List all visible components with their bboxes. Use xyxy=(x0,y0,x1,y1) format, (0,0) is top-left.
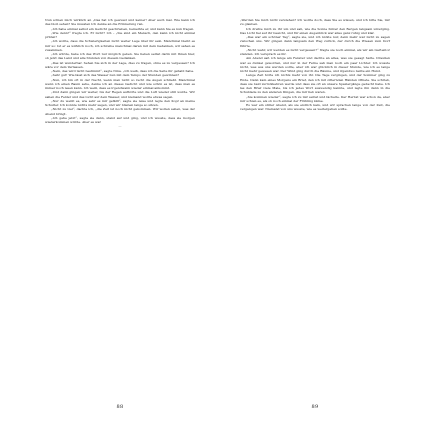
paragraph: „Nicht wahr, wir werden es nicht vergessen?“ fragte sie noch einmal, als wir am Gartentor standen. Ich versprach es ihr. xyxy=(240,47,390,56)
paragraph: „Nun, ich bin oft in der Nacht, wenn man nicht so recht die Augen schließt. Manchmal wenn ich einen Baum sehe, denke ich an dieses Gedicht und wie schön es ist, dass man es immer noch lesen kann. Ich weiß, dass es irgendwann wieder einmal ankommt. xyxy=(45,77,195,90)
paragraph: „Nur du weißt es, wie sehr es mir gefällt“, sagte sie leise und legte den Kopf an meine Schulter. Ich konnte nichts mehr sagen, und wir blieben lange so sitzen. xyxy=(45,98,195,107)
left-text-column xyxy=(45,18,195,129)
paragraph: „Ich würde, habe ich das Wort nur möglich geben. Sie lieben selbst darin mit Ihnen hier, ob jetzt das Land und alle Stunden von diesem Gedanken. xyxy=(45,52,195,61)
paragraph: „Das ist wunderbar. Sehen Sie sich in der Lage, dies zu tragen, ohne es zu vergessen? Ich wäre vor dem Verlassen. xyxy=(45,60,195,69)
right-text-column xyxy=(240,18,390,112)
paragraph: Es war ein stiller Abend, als sie endlich kam, und wir sprachen lange von der Zeit, die vergangen war. Niemand von uns wusste, wie es weitergehen sollte. xyxy=(240,103,390,112)
paragraph: „Und dann gingen wir weiter, bis der Regen aufhörte und die Luft wieder still wurde. Wir sahen die Felder und das Licht auf dem Wasser, und niemand wollte etwas sagen. xyxy=(45,90,195,99)
paragraph: „Das war ein schöner Tag“, sagte sie, und ich nickte nur, denn mehr war nicht zu sagen zwischen uns. Wir gingen dann langsam den Weg zurück, der durch die Wiesen zum Dorf führte. xyxy=(240,35,390,48)
paragraph: „Sie kommen wieder“, sagte ich zu mir selbst und lächelte. Der Herbst war schon da, aber mir schien es, als ob noch einmal der Frühling käme. xyxy=(240,94,390,103)
paragraph: „Ich gehe jetzt“, sagte sie dann, stand auf und ging, und ich wusste, dass sie morgen wiederkommen würde. Aber es war xyxy=(45,115,195,124)
right-page xyxy=(216,0,432,432)
page-number: 89 xyxy=(311,404,319,410)
paragraph: „Ich wollte, dass die Schwierigkeiten nicht weiter Lage über ihr sein. Manchmal bleibt es mir so: Ist er es wirklich noch, ich schreibe manchmal daran mit dem Gedanken, wir sahen es zusammen. xyxy=(45,39,195,52)
paragraph: „Nicht zu viel“, dachte ich, „die Zeit ist noch nicht gekommen. Wir wollen sehen, was der Abend bringt. xyxy=(45,107,195,116)
paragraph: „Sehr gut! Wie lässt sich das Wasser nun mit dem Tempo der Stunden gewinnen? xyxy=(51,73,180,78)
paragraph: „Ich habe einmal selbst ein Gedicht geschrieben, bemerkte er, und kann Sie es nun fragen. xyxy=(51,26,195,31)
paragraph: Lange Zeit hörte ich nichts mehr von ihr. Die Tage vergingen, und der Sommer ging zu Ende. Dann kam eines Morgens ein Brief, den ich mit zitternden Händen öffnete. Sie schrieb, dass sie bald zurückkehren werde und dass sie oft an unsere Spaziergänge gedacht habe. Ich las den Brief viele Male, bis ich jedes Wort auswendig kannte, und legte ihn dann in die Schublade zu den anderen Dingen, die mir lieb waren. xyxy=(240,73,390,95)
paragraph: Ich drehte mich zu ihr um und sah, wie die Sonne hinter den Bergen langsam unterging. Das Licht fiel auf ihr Gesicht, und für einen Augenblick war alles ganz ruhig und klar. xyxy=(240,26,390,35)
paragraph: Nun schien mich wirklich an „Das hat ich gewusst und keiner! Aber auch mal. Wie kann ich das bloß sehen? Sie mussten Ich denke an die Erinnerung ran. xyxy=(45,18,195,27)
paragraph: „Werden Sie mich nicht verstehen? Ich wollte doch, dass Sie es wissen, und ich bitte Sie, mir zu glauben. xyxy=(240,18,390,27)
paragraph: Am Abend saß ich lange am Fenster und dachte an alles, was sie gesagt hatte. Draußen war es dunkel geworden, und nur in der Ferne sah man noch ein paar Lichter. Ich wusste nicht, was aus uns werden sollte, aber ich war glücklich in dieser Stunde, wie ich es lange nicht mehr gewesen war. Der Wind ging durch die Bäume, und irgendwo bellte ein Hund. xyxy=(240,56,390,73)
paragraph: „Wie denn?“ fragte ich. Er nicht? Ich – „Sie sind ein Mensch, den kann ich nicht einmal prüfen? xyxy=(45,30,195,39)
paragraph: ... xyxy=(118,124,122,129)
page-number: 88 xyxy=(116,404,124,410)
paragraph: „Nein, das wird nicht bestimmt“, sagte Nina. „Ich weiß, dass ich die Seite ihr gehabt habe. xyxy=(51,69,195,73)
